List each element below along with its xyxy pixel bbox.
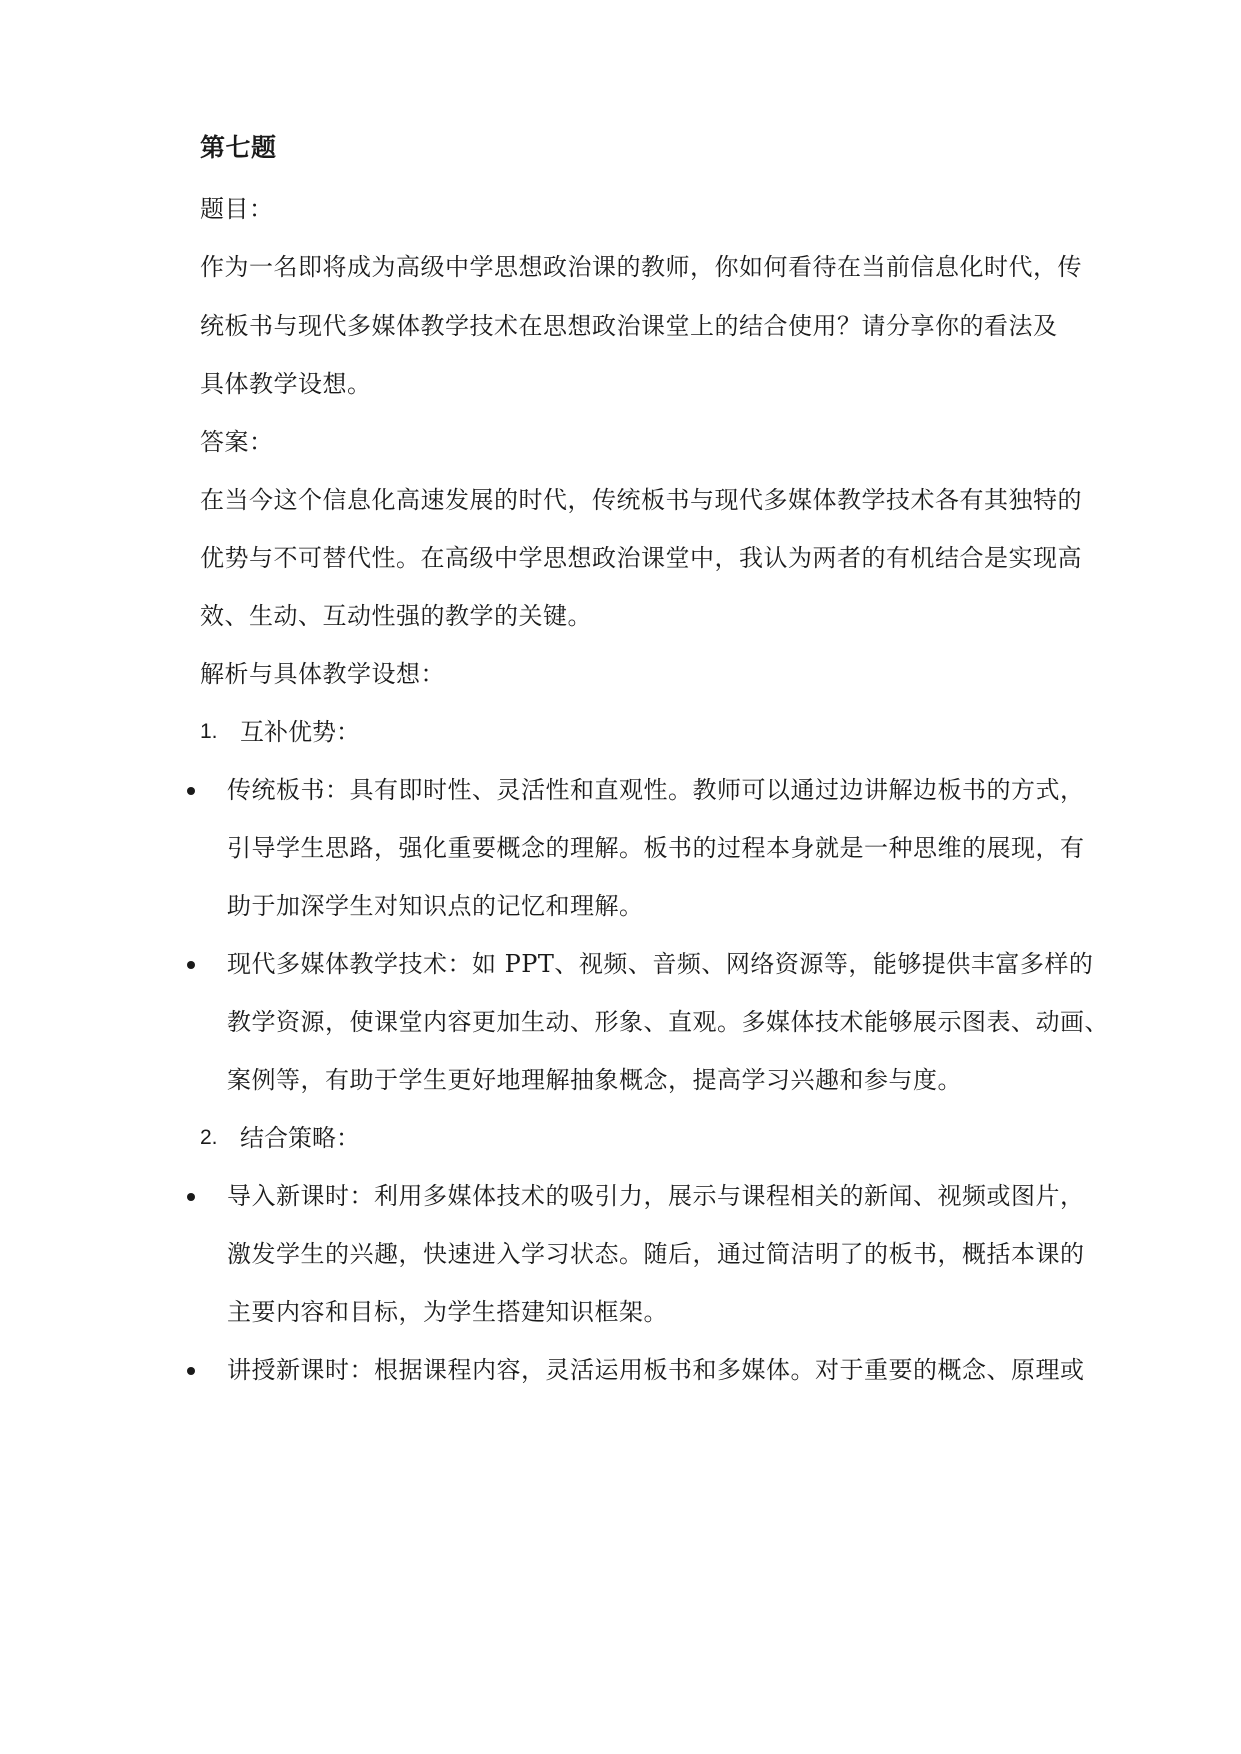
bullet-line: 导入新课时：利用多媒体技术的吸引力，展示与课程相关的新闻、视频或图片， bbox=[227, 1182, 1085, 1210]
section-number: 1. bbox=[200, 720, 218, 743]
bullet-line: 激发学生的兴趣，快速进入学习状态。随后，通过简洁明了的板书，概括本课的 bbox=[227, 1240, 1085, 1268]
bullet-line: 讲授新课时：根据课程内容，灵活运用板书和多媒体。对于重要的概念、原理或 bbox=[227, 1356, 1085, 1384]
question-line: 作为一名即将成为高级中学思想政治课的教师，你如何看待在当前信息化时代，传 bbox=[200, 253, 1082, 281]
question-line: 统板书与现代多媒体教学技术在思想政治课堂上的结合使用？请分享你的看法及 bbox=[200, 312, 1058, 340]
bullet-line: 助于加深学生对知识点的记忆和理解。 bbox=[227, 892, 644, 920]
bullet-icon bbox=[187, 961, 195, 969]
bullet-line: 引导学生思路，强化重要概念的理解。板书的过程本身就是一种思维的展现，有 bbox=[227, 834, 1085, 862]
bullet-icon bbox=[187, 787, 195, 795]
bullet-icon bbox=[187, 1367, 195, 1375]
answer-line: 效、生动、互动性强的教学的关键。 bbox=[200, 602, 592, 630]
answer-line: 在当今这个信息化高速发展的时代，传统板书与现代多媒体教学技术各有其独特的 bbox=[200, 486, 1082, 514]
bullet-icon bbox=[187, 1193, 195, 1201]
bullet-line: 现代多媒体教学技术：如 PPT、视频、音频、网络资源等，能够提供丰富多样的 bbox=[227, 950, 1094, 978]
page-title: 第七题 bbox=[200, 133, 277, 162]
bullet-line: 教学资源，使课堂内容更加生动、形象、直观。多媒体技术能够展示图表、动画、 bbox=[227, 1008, 1109, 1036]
answer-line: 优势与不可替代性。在高级中学思想政治课堂中，我认为两者的有机结合是实现高 bbox=[200, 544, 1082, 572]
section-number: 2. bbox=[200, 1126, 218, 1149]
answer-label: 答案： bbox=[200, 428, 274, 456]
section-title: 结合策略： bbox=[240, 1124, 360, 1152]
bullet-line: 案例等，有助于学生更好地理解抽象概念，提高学习兴趣和参与度。 bbox=[227, 1066, 962, 1094]
question-label: 题目： bbox=[200, 195, 274, 223]
section-title: 互补优势： bbox=[240, 718, 360, 746]
bullet-line: 主要内容和目标，为学生搭建知识框架。 bbox=[227, 1298, 668, 1326]
bullet-line: 传统板书：具有即时性、灵活性和直观性。教师可以通过边讲解边板书的方式， bbox=[227, 776, 1085, 804]
question-line: 具体教学设想。 bbox=[200, 370, 372, 398]
analysis-label: 解析与具体教学设想： bbox=[200, 660, 445, 688]
